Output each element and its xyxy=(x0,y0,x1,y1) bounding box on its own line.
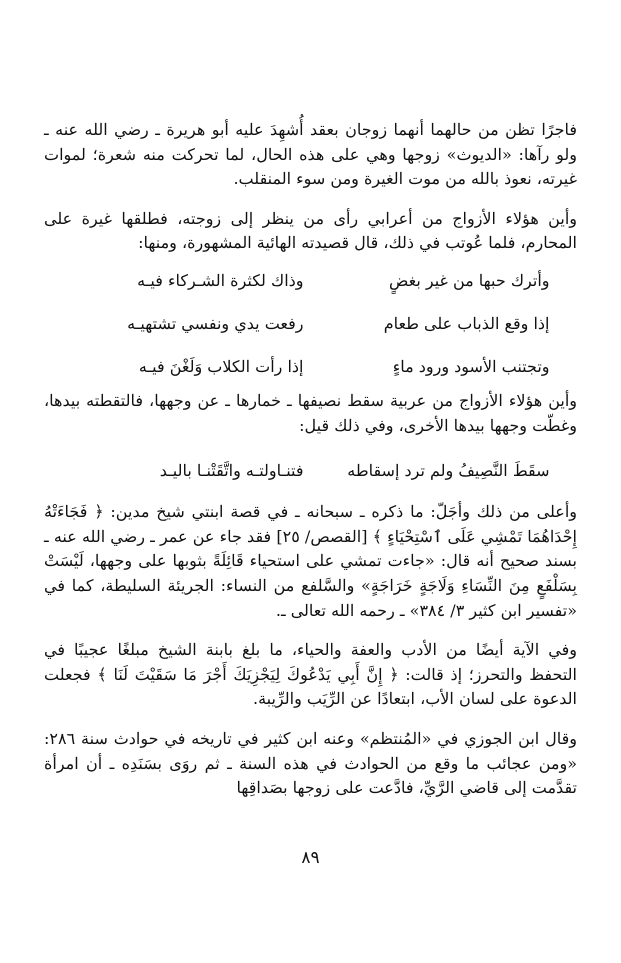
hemistich-left: إذا رأت الكلاب وَلَغْنَ فيـه xyxy=(138,357,304,377)
paragraph: فاجرًا تظن من حالهما أنهما زوجان بعقد أُشهِدَ عليه أبو هريرة ـ رضي الله عنه ـ ولو رآها: «الديوث» زوجها وهي على هذه الحال، لما تحركت منه شعرة؛ لموات غيرته، نعوذ بالله من موت الغيرة ومن سوء المنقلب. xyxy=(44,120,577,189)
poem-verse xyxy=(44,260,577,303)
paragraph: وفي الآية أيضًا من الأدب والعفة والحياء، ما بلغ بابنة الشيخ مبلغًا عجيبًا في التحفظ والتحرز؛ إذ قالت: ﴿ إِنَّ أَبِي يَدْعُوكَ لِيَجْزِيَكَ أَجْرَ مَا سَقَيْتَ لَنَا ﴾ فجعلت الدعوة على لسان الأب، ابتعادًا عن الرِّيَب والرِّيبة. xyxy=(44,640,577,709)
hemistich-left: وذاك لكثرة الشـركاء فيـه xyxy=(137,271,304,291)
hemistich-right: إذا وقع الذباب على طعام xyxy=(383,314,550,334)
page-body xyxy=(44,118,577,801)
hemistich-right: وتجتنب الأسود ورود ماءٍ xyxy=(392,357,550,377)
poem-verse xyxy=(44,303,577,346)
paragraph: وأين هؤلاء الأزواج من أعرابي رأى من ينظر إلى زوجته، فطلقها غيرة على المحارم، فلما عُوتب في ذلك، قال قصيدته الهائية المشهورة، ومنها: xyxy=(44,208,577,253)
page-number: ٨٩ xyxy=(301,848,320,868)
hemistich-left: فتنـاولتـه واتَّقَتْنـا باليـد xyxy=(159,460,304,480)
poem-verse xyxy=(44,458,577,484)
paragraph: وأين هؤلاء الأزواج من عربية سقط نصيفها ـ خمارها ـ عن وجهها، فالتقطته بيدها، وغطّت وجهها بيدها الأخرى، وفي ذلك قيل: xyxy=(44,390,577,435)
paragraph: وقال ابن الجوزي في «المُنتظم» وعنه ابن كثير في تاريخه في حوادث سنة ٢٨٦: «ومن عجائب ما وقع من الحوادث في هذه السنة ـ ثم روَى بسَنَدِه ـ أن امرأة تقدَّمت إلى قاضي الرَّيِّ، فادَّعت على زوجها بصَداقِها xyxy=(44,728,577,798)
paragraph: وأعلى من ذلك وأجَلّ: ما ذكره ـ سبحانه ـ في قصة ابنتي شيخ مدين: ﴿ فَجَاءَتْهُ إِحْدَاهُمَا تَمْشِي عَلَى ٱسْتِحْيَاءٍ ﴾ [القصص/ ٢٥] فقد جاء عن عمر ـ رضي الله عنه ـ بسند صحيح أنه قال: «جاءت تمشي على استحياء قَائِلَةً بثوبها على وجهها، لَيْسَتْ بِسَلْفَعٍ مِنَ النِّسَاءِ وَلَاجَةٍ خَرَاجَةٍ» والسَّلفع من النساء: الجريئة السليطة، كما في «تفسير ابن كثير ٣/ ٣٨٤» ـ رحمه الله تعالى ـ. xyxy=(44,502,578,620)
hemistich-right: سقَطَ النَّصِيفُ ولم ترد إسقاطه xyxy=(347,460,550,480)
hemistich-right: وأترك حبها من غير بغضٍ xyxy=(389,271,550,291)
hemistich-left: رفعت يدي ونفسي تشتهيـه xyxy=(127,314,304,334)
poem-verse xyxy=(44,346,577,389)
